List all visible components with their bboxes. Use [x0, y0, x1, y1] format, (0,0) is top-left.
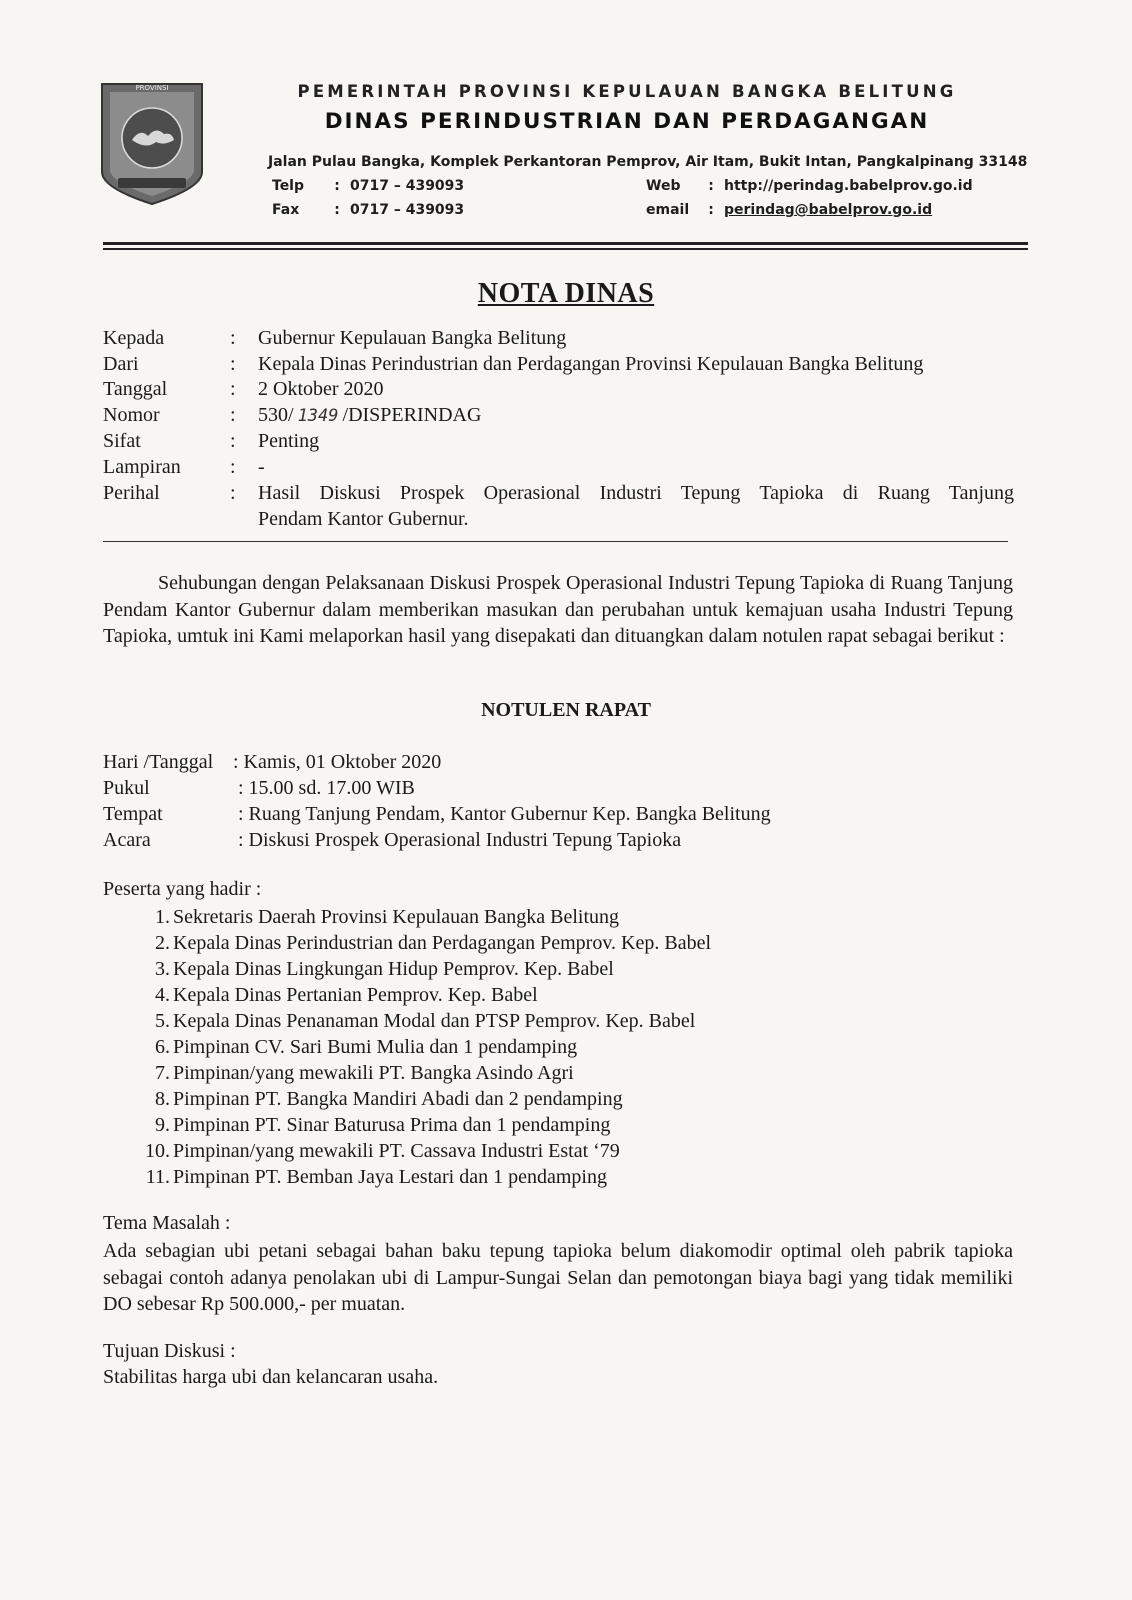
nomor-prefix: 530/ [258, 404, 294, 426]
list-item: 4. Kepala Dinas Pertanian Pemprov. Kep. Babel [155, 984, 538, 1006]
list-item: 3. Kepala Dinas Lingkungan Hidup Pemprov. Kep. Babel [155, 958, 614, 980]
web-value: http://perindag.babelprov.go.id [724, 178, 973, 194]
tanggal-colon: : [230, 378, 236, 400]
perihal-line1: Hasil Diskusi Prospek Operasional Industri Tepung Tapioka di Ruang Tanjung [258, 482, 1014, 504]
email-row [646, 202, 932, 218]
fax-value: 0717 – 439093 [350, 202, 465, 218]
list-item: 8. Pimpinan PT. Bangka Mandiri Abadi dan 2 pendamping [155, 1088, 623, 1110]
nomor-colon: : [230, 404, 236, 426]
list-item: 1. Sekretaris Daerah Provinsi Kepulauan Bangka Belitung [155, 906, 619, 928]
letterhead-rule-thin [103, 248, 1028, 250]
letterhead-address: Jalan Pulau Bangka, Komplek Perkantoran Pemprov, Air Itam, Bukit Intan, Pangkalpinang 33148 [268, 154, 1028, 170]
tempat-value: : Ruang Tanjung Pendam, Kantor Gubernur Kep. Bangka Belitung [238, 803, 771, 825]
letterhead-rule-thick [103, 242, 1028, 245]
tempat-label: Tempat [103, 803, 163, 825]
header-separator [103, 541, 1008, 542]
telp-value: 0717 – 439093 [350, 178, 465, 194]
nomor-handwritten: 1349 [297, 406, 339, 426]
dari-label: Dari [103, 353, 139, 375]
telp-row [272, 178, 464, 194]
email-value: perindag@babelprov.go.id [724, 202, 933, 218]
acara-value: : Diskusi Prospek Operasional Industri Tepung Tapioka [238, 829, 682, 851]
peserta-heading: Peserta yang hadir : [103, 878, 262, 900]
dari-value: Kepala Dinas Perindustrian dan Perdagangan Provinsi Kepulauan Bangka Belitung [258, 353, 924, 375]
list-item: 9. Pimpinan PT. Sinar Baturusa Prima dan 1 pendamping [155, 1114, 611, 1136]
list-item: 5. Kepala Dinas Penanaman Modal dan PTSP Pemprov. Kep. Babel [155, 1010, 696, 1032]
tema-heading: Tema Masalah : [103, 1212, 231, 1234]
kepada-value: Gubernur Kepulauan Bangka Belitung [258, 327, 567, 349]
telp-colon: : [334, 178, 340, 194]
kepada-colon: : [230, 327, 236, 349]
nomor-suffix: /DISPERINDAG [342, 404, 482, 426]
kepada-label: Kepada [103, 327, 165, 349]
tujuan-heading: Tujuan Diskusi : [103, 1340, 236, 1362]
perihal-colon: : [230, 482, 236, 504]
intro-paragraph: Sehubungan dengan Pelaksanaan Diskusi Prospek Operasional Industri Tepung Tapioka di Ruang Tanjung Pendam Kantor Gubernur dalam memberikan masukan dan perubahan untuk kemajuan usaha Industri Tepung Tapioka, umtuk ini Kami melaporkan hasil yang disepakati dan dituangkan dalam notulen rapat sebagai berikut : [103, 572, 1013, 647]
web-colon: : [708, 178, 714, 194]
peserta-list [138, 904, 938, 1190]
sifat-label: Sifat [103, 430, 141, 452]
nomor-value [258, 404, 481, 427]
perihal-line2: Pendam Kantor Gubernur. [258, 508, 469, 530]
tujuan-text: Stabilitas harga ubi dan kelancaran usaha. [103, 1366, 439, 1388]
list-item: 7. Pimpinan/yang mewakili PT. Bangka Asindo Agri [155, 1062, 574, 1084]
acara-label: Acara [103, 829, 151, 851]
document-title: NOTA DINAS [477, 278, 655, 309]
perihal-label: Perihal [103, 482, 160, 504]
list-item: 10. Pimpinan/yang mewakili PT. Cassava Industri Estat ‘79 [145, 1140, 620, 1162]
telp-label: Telp [272, 178, 305, 194]
notulen-title: NOTULEN RAPAT [481, 699, 651, 721]
tanggal-value: 2 Oktober 2020 [258, 378, 384, 400]
sifat-value: Penting [258, 430, 320, 452]
sifat-colon: : [230, 430, 236, 452]
letterhead-agency: DINAS PERINDUSTRIAN DAN PERDAGANGAN [324, 109, 930, 134]
dari-colon: : [230, 353, 236, 375]
pukul-label: Pukul [103, 777, 150, 799]
tanggal-label: Tanggal [103, 378, 168, 400]
email-label: email [646, 202, 690, 218]
letterhead-government: PEMERINTAH PROVINSI KEPULAUAN BANGKA BELITUNG [297, 82, 957, 101]
fax-label: Fax [272, 202, 300, 218]
nomor-label: Nomor [103, 404, 160, 426]
lampiran-label: Lampiran [103, 456, 181, 478]
emblem-label: PROVINSI [135, 84, 169, 92]
fax-colon: : [334, 202, 340, 218]
emblem-shield-icon [98, 80, 206, 208]
tema-paragraph: Ada sebagian ubi petani sebagai bahan baku tepung tapioka belum diakomodir optimal oleh pabrik tapioka sebagai contoh adanya penolakan ubi di Lampur-Sungai Selan dan pemotongan biaya bagi yang tidak memiliki DO sebesar Rp 500.000,- per muatan. [103, 1240, 1013, 1315]
web-label: Web [646, 178, 681, 194]
hari-value: : Kamis, 01 Oktober 2020 [233, 751, 442, 773]
fax-row [272, 202, 464, 218]
list-item: 2. Kepala Dinas Perindustrian dan Perdagangan Pemprov. Kep. Babel [155, 932, 711, 954]
lampiran-colon: : [230, 456, 236, 478]
web-row [646, 178, 973, 194]
lampiran-value: - [258, 456, 265, 478]
letterhead [262, 82, 992, 134]
email-colon: : [708, 202, 714, 218]
pukul-value: : 15.00 sd. 17.00 WIB [238, 777, 415, 799]
list-item: 11. Pimpinan PT. Bemban Jaya Lestari dan 1 pendamping [145, 1166, 607, 1188]
list-item: 6. Pimpinan CV. Sari Bumi Mulia dan 1 pendamping [155, 1036, 578, 1058]
hari-label: Hari /Tanggal [103, 751, 214, 773]
provincial-emblem [98, 80, 206, 208]
